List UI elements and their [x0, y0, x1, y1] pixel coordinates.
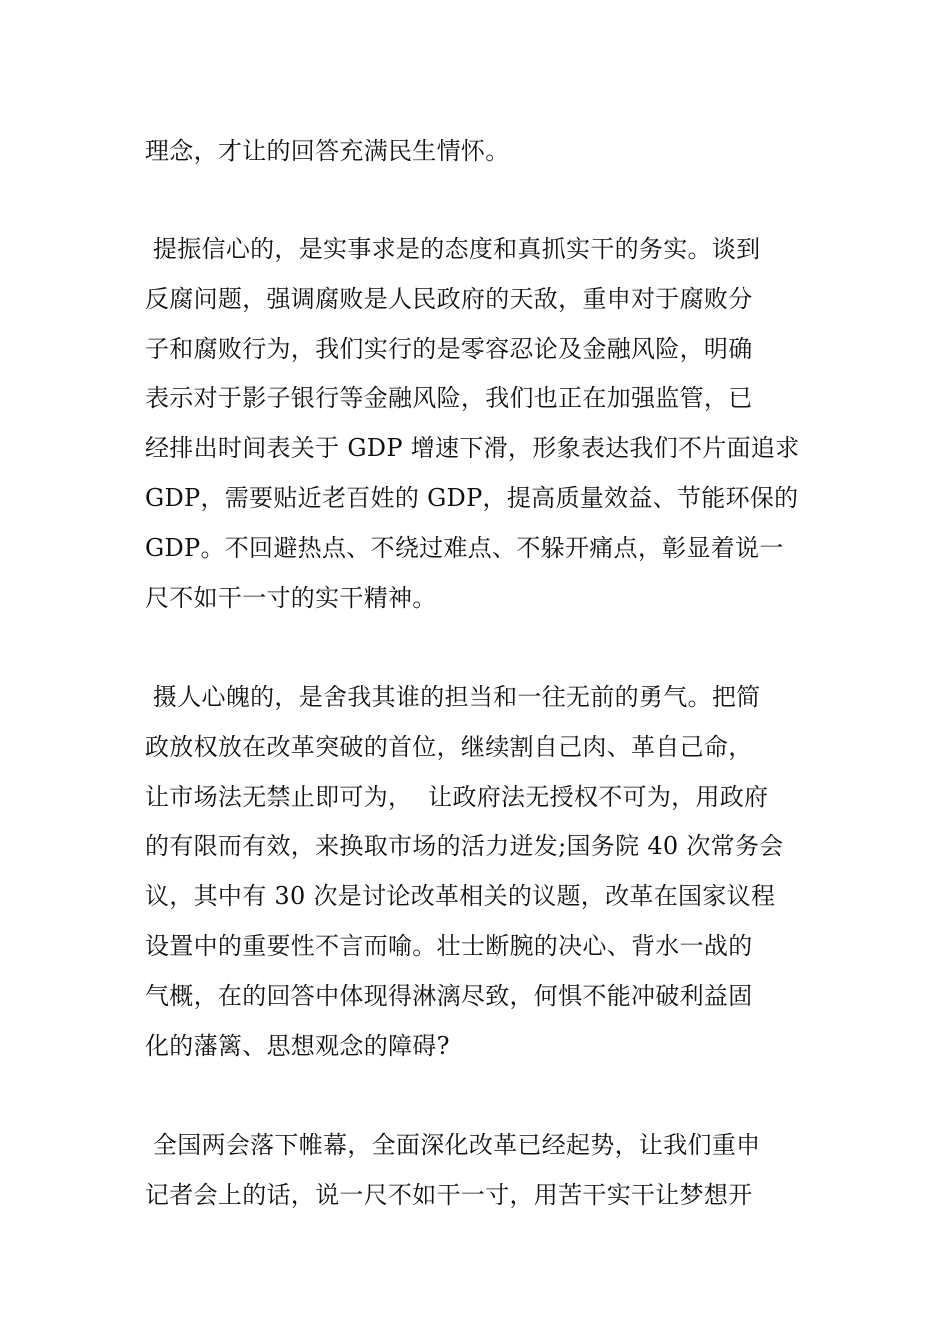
paragraph-line: 气概，在的回答中体现得淋漓尽致，何惧不能冲破利益固	[145, 982, 753, 1010]
paragraph-line: GDP，需要贴近老百姓的 GDP，提高质量效益、节能环保的	[145, 484, 799, 512]
paragraph-line: 的有限而有效，来换取市场的活力迸发;国务院 40 次常务会	[145, 832, 784, 860]
paragraph-line: 全国两会落下帷幕，全面深化改革已经起势，让我们重申	[145, 1131, 761, 1159]
paragraph-line: 议，其中有 30 次是讨论改革相关的议题，改革在国家议程	[145, 882, 776, 910]
paragraph-line: 设置中的重要性不言而喻。壮士断腕的决心、背水一战的	[145, 932, 753, 960]
paragraph-line: 表示对于影子银行等金融风险，我们也正在加强监管，已	[145, 384, 753, 412]
paragraph-line: 尺不如干一寸的实干精神。	[145, 584, 437, 612]
paragraph-line: 让市场法无禁止即可为， 让政府法无授权不可为，用政府	[145, 783, 769, 811]
paragraph-line: GDP。不回避热点、不绕过难点、不躲开痛点，彰显着说一	[145, 534, 784, 562]
paragraph-line: 记者会上的话，说一尺不如干一寸，用苦干实干让梦想开	[145, 1181, 753, 1209]
paragraph-line: 政放权放在改革突破的首位，继续割自己肉、革自己命，	[145, 733, 753, 761]
paragraph-line: 提振信心的，是实事求是的态度和真抓实干的务实。谈到	[145, 235, 761, 263]
paragraph-line: 理念，才让的回答充满民生情怀。	[145, 137, 510, 165]
paragraph-line: 经排出时间表关于 GDP 增速下滑，形象表达我们不片面追求	[145, 434, 800, 462]
paragraph-line: 反腐问题，强调腐败是人民政府的天敌，重申对于腐败分	[145, 285, 753, 313]
paragraph-line: 化的藩篱、思想观念的障碍?	[145, 1032, 450, 1060]
paragraph-line: 子和腐败行为，我们实行的是零容忍论及金融风险，明确	[145, 335, 753, 363]
paragraph-line: 摄人心魄的，是舍我其谁的担当和一往无前的勇气。把简	[145, 683, 761, 711]
